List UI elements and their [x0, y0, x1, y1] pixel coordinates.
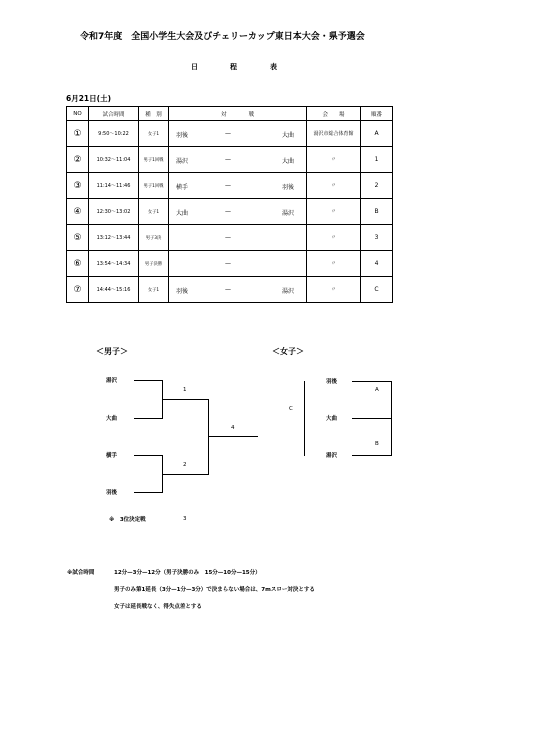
venue: 〃: [307, 173, 361, 199]
column-header: 対 戦: [169, 107, 307, 121]
table-header-row: [67, 107, 393, 121]
matchup-cell: [169, 147, 307, 173]
bracket-line: [134, 492, 162, 493]
girls-bracket-heading: ＜女子＞: [272, 347, 304, 356]
team-left: 横手: [176, 184, 189, 191]
schedule-table: [66, 106, 393, 303]
match-time: 10:32〜11:04: [89, 147, 139, 173]
table-row: [67, 199, 393, 225]
bracket-match-number: 1: [183, 387, 187, 393]
bracket-line: [352, 381, 392, 382]
match-order: 2: [361, 173, 393, 199]
bracket-team: 大曲: [106, 416, 118, 422]
match-number: ⑦: [67, 277, 89, 303]
bracket-team: 湯沢: [326, 453, 338, 459]
match-category: 男子3決: [139, 225, 169, 251]
match-order: 4: [361, 251, 393, 277]
matchup-cell: [169, 121, 307, 147]
team-left: 羽後: [176, 288, 189, 295]
column-header: 会 場: [307, 107, 361, 121]
bracket-line: [391, 381, 392, 456]
match-time: 9:50〜10:22: [89, 121, 139, 147]
matchup-cell: [169, 251, 307, 277]
match-number: ②: [67, 147, 89, 173]
column-header: 試合時間: [89, 107, 139, 121]
matchup-cell: [169, 173, 307, 199]
match-order: 1: [361, 147, 393, 173]
match-time: 11:14〜11:46: [89, 173, 139, 199]
bracket-team: 大曲: [326, 416, 338, 422]
bracket-line: [208, 436, 258, 437]
venue: 〃: [307, 147, 361, 173]
venue: 〃: [307, 251, 361, 277]
venue: 〃: [307, 277, 361, 303]
table-row: [67, 121, 393, 147]
match-number: ⑤: [67, 225, 89, 251]
bracket-line: [304, 381, 305, 456]
bracket-line: [134, 455, 162, 456]
versus-dash: —: [225, 234, 231, 241]
match-order: 3: [361, 225, 393, 251]
match-time: 14:44〜15:16: [89, 277, 139, 303]
match-category: 女子1: [139, 121, 169, 147]
bracket-line: [352, 455, 392, 456]
boys-bracket-heading: ＜男子＞: [96, 347, 128, 356]
matchup-cell: [169, 199, 307, 225]
match-time: 12:30〜13:02: [89, 199, 139, 225]
table-row: [67, 147, 393, 173]
match-time: 13:54〜14:34: [89, 251, 139, 277]
column-header: 種 別: [139, 107, 169, 121]
matchup-cell: [169, 225, 307, 251]
bracket-line: [134, 418, 162, 419]
venue: 〃: [307, 225, 361, 251]
match-number: ⑥: [67, 251, 89, 277]
bracket-team: 横手: [106, 453, 118, 459]
versus-dash: —: [225, 260, 231, 267]
team-right: 大曲: [281, 158, 294, 165]
match-date: 6月21日(土): [66, 94, 112, 103]
table-row: [67, 173, 393, 199]
bracket-match-number: 4: [231, 425, 235, 431]
match-category: 男子決勝: [139, 251, 169, 277]
match-number: ①: [67, 121, 89, 147]
match-number: ③: [67, 173, 89, 199]
team-right: 湯沢: [281, 210, 294, 217]
table-row: [67, 277, 393, 303]
match-category: 女子1: [139, 277, 169, 303]
match-order: C: [361, 277, 393, 303]
versus-dash: —: [225, 156, 231, 163]
matchup-cell: [169, 277, 307, 303]
versus-dash: —: [225, 182, 231, 189]
match-category: 男子1回戦: [139, 147, 169, 173]
notes-line: 男子のみ第1延長（3分—1分—3分）で決まらない場合は、7mスロー対決とする: [114, 587, 315, 593]
bracket-line: [162, 399, 208, 400]
match-order: A: [361, 121, 393, 147]
match-time: 13:12〜13:44: [89, 225, 139, 251]
subtitle-char: 日: [191, 63, 198, 71]
match-category: 女子1: [139, 199, 169, 225]
bracket-line: [134, 380, 162, 381]
notes-line: 女子は延長戦なく、得失点差とする: [114, 604, 202, 610]
team-right: 大曲: [281, 132, 294, 139]
bracket-line: [162, 474, 208, 475]
subtitle-char: 表: [270, 63, 277, 71]
column-header: 順番: [361, 107, 393, 121]
versus-dash: —: [225, 286, 231, 293]
match-order: B: [361, 199, 393, 225]
bracket-match-label: C: [289, 406, 293, 412]
bracket-line: [352, 418, 392, 419]
bracket-match-number: 2: [183, 462, 187, 468]
notes-line: 12分—3分—12分（男子決勝のみ 15分—10分—15分）: [114, 570, 261, 576]
match-number: ④: [67, 199, 89, 225]
bracket-team: 湯沢: [106, 378, 118, 384]
match-category: 男子1回戦: [139, 173, 169, 199]
third-place-label: ※ 3位決定戦: [109, 517, 146, 523]
bracket-match-label: A: [375, 387, 379, 393]
bracket-team: 羽後: [106, 490, 118, 496]
versus-dash: —: [225, 208, 231, 215]
page-title: 令和7年度 全国小学生大会及びチェリーカップ東日本大会・県予選会: [80, 32, 365, 42]
versus-dash: —: [225, 130, 231, 137]
third-place-number: 3: [183, 516, 187, 522]
venue: 〃: [307, 199, 361, 225]
venue: 湯沢市総合体育館: [307, 121, 361, 147]
bracket-line: [208, 399, 209, 475]
team-left: 大曲: [176, 210, 189, 217]
team-left: 湯沢: [176, 158, 189, 165]
table-row: [67, 225, 393, 251]
team-right: 羽後: [281, 184, 294, 191]
notes-label: ※試合時間: [67, 570, 95, 576]
table-row: [67, 251, 393, 277]
subtitle-char: 程: [230, 63, 237, 71]
bracket-team: 羽後: [326, 379, 338, 385]
column-header: NO: [67, 107, 89, 121]
team-right: 湯沢: [281, 288, 294, 295]
bracket-match-label: B: [375, 441, 379, 447]
team-left: 羽後: [176, 132, 189, 139]
